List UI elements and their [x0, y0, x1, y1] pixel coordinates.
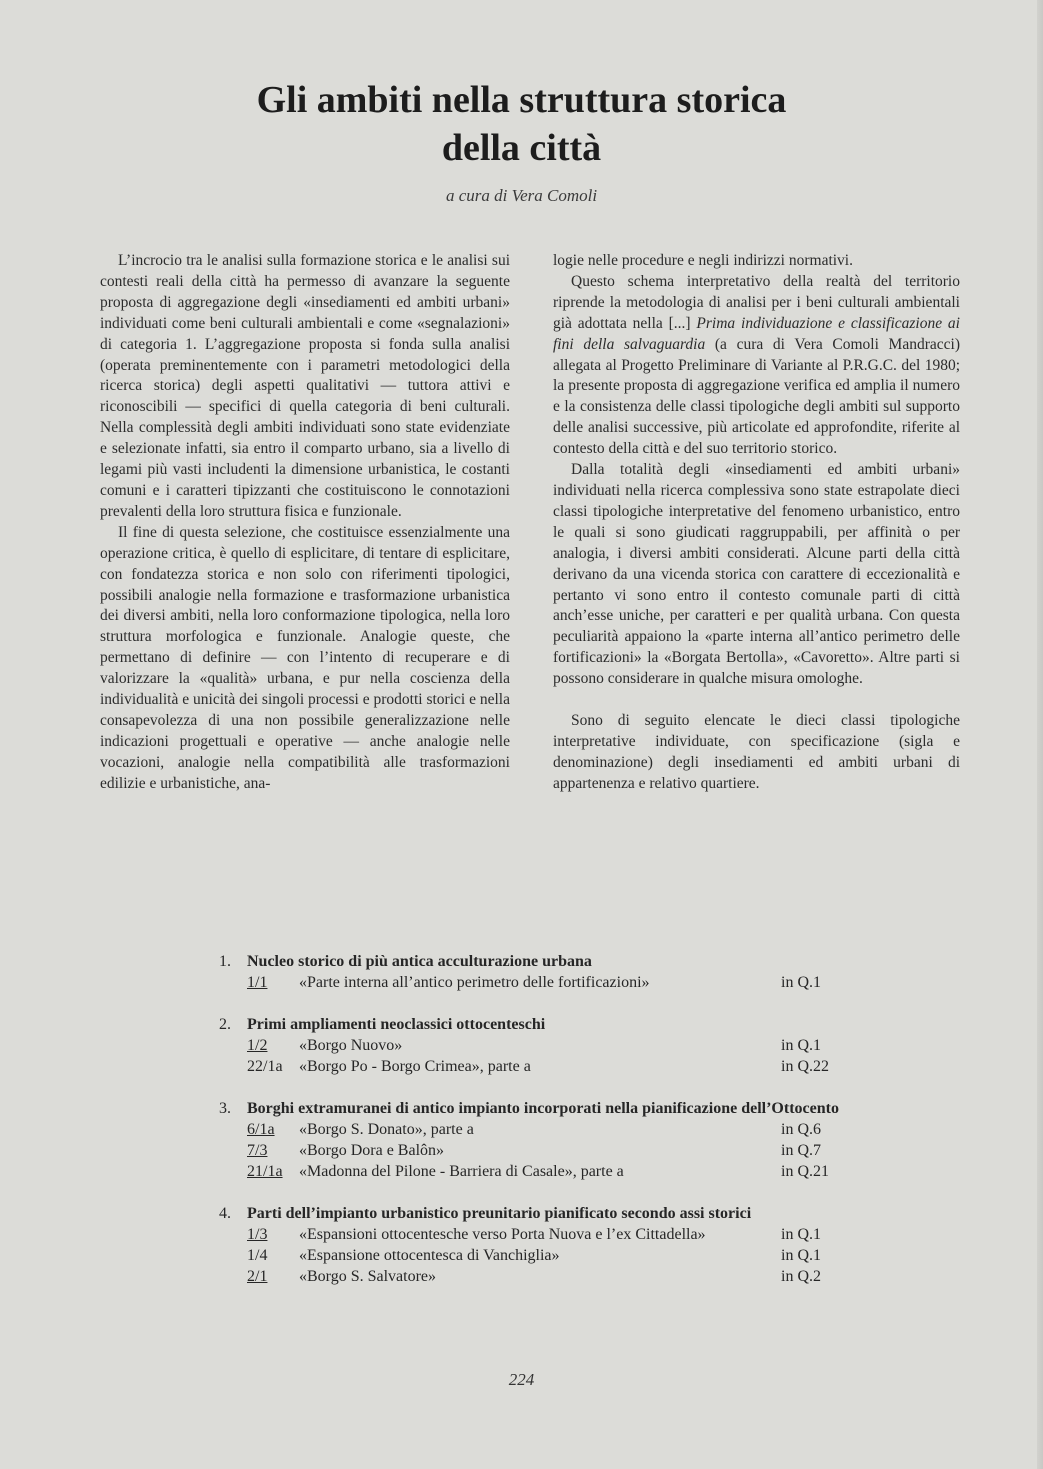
section-heading: [219, 1098, 859, 1119]
class-section: [219, 951, 859, 993]
left-column: [100, 251, 510, 795]
list-item: [219, 1266, 859, 1287]
paragraph: Dalla totalità degli «insediamenti ed ambiti urbani» individuati nella ricerca complessiva sono state estrapolate dieci classi tipologiche interpretative del fenomeno urbanistico, entro le quali si sono giudicati raggruppabili, per affinità o per analogia, i diversi ambiti considerati. Alcune parti della città derivano da una vicenda storica con carattere di eccezionalità e pertanto vi sono entro il contesto comunale parti di città anch’esse uniche, per caratteri e per qualità urbana. Con questa peculiarità appaiono la «parte interna all’antico perimetro delle fortificazioni» la «Borgata Bertolla», «Cavoretto». Altre parti si possono considerare in qualche misura omologhe.: [553, 461, 960, 688]
entry-code: 2/1: [247, 1268, 268, 1285]
section-heading: [219, 951, 859, 972]
section-heading: [219, 1203, 859, 1224]
class-section: [219, 1014, 859, 1077]
paragraph: L’incrocio tra le analisi sulla formazione storica e le analisi sui contesti reali della città ha permesso di avanzare la seguente proposta di aggregazione degli «insediamenti ed ambiti urbani» individuati come beni culturali ambientali e come «segnalazioni» di categoria 1. L’aggregazione proposta si fonda sulla analisi (operata preminentemente con i parametri metodologici della ricerca storica) degli aspetti qualitativi — tuttora attivi e riconoscibili — specifici di quella categoria di beni culturali. Nella complessità degli ambiti individuati sono state evidenziate e selezionate infatti, sia entro il comparto urbano, sia a livello di legami più vasti includenti la dimensione urbanistica, le costanti comuni e i caratteri tipizzanti che costituiscono le connotazioni prevalenti della loro struttura fisica e funzionale.: [100, 252, 510, 520]
right-column: [553, 251, 960, 795]
paragraph: Sono di seguito elencate le dieci classi tipologiche interpretative individuate, con specificazione (sigla e denominazione) degli insediamenti ed ambiti urbani di appartenenza e relativo quartiere.: [553, 712, 960, 792]
entry-name: «Parte interna all’antico perimetro delle fortificazioni»: [299, 974, 650, 991]
list-item: [219, 1056, 859, 1077]
paragraph: Il fine di questa selezione, che costituisce essenzialmente una operazione critica, è quello di esplicitare, di tentare di esplicitare, con fondatezza storica e non solo con riferimenti tipologici, possibili analogie nella formazione e trasformazione urbanistica dei diversi ambiti, nella loro conformazione tipologica, nella loro struttura morfologica e funzionale. Analogie queste, che permettano di definire — con l’intento di recuperare e di valorizzare la «qualità» urbana, e pur nella coscienza della individualità e unicità dei singoli processi e prodotti storici e nella consapevolezza di una non possibile generalizzazione nelle indicazioni progettuali e operative — anche analogie nelle vocazioni, analogie nella compatibilità alle trasformazioni edilizie e urbanistiche, ana-: [100, 523, 510, 792]
entry-name: «Borgo Dora e Balôn»: [299, 1142, 445, 1159]
entry-quartiere: in Q.2: [781, 1268, 821, 1285]
paragraph-text: (a cura di Vera Comoli Mandracci) allegata al Progetto Preliminare di Variante al P.R.G.C. del 1980; la presente proposta di aggregazione verifica ed amplia il numero e la consistenza delle classi tipologiche degli ambiti sul supporto delle analisi successive, più articolate ed approfondite, riferite al contesto della città e del suo territorio storico.: [553, 335, 960, 458]
entry-name: «Borgo Nuovo»: [299, 1037, 403, 1054]
entry-quartiere: in Q.1: [781, 974, 821, 991]
entry-quartiere: in Q.1: [781, 1247, 821, 1264]
list-item: [219, 972, 859, 993]
list-item: [219, 1224, 859, 1245]
section-title: Borghi extramuranei di antico impianto incorporati nella pianificazione dell’Ottocento: [247, 1100, 839, 1117]
section-title: Nucleo storico di più antica acculturazione urbana: [247, 953, 592, 970]
paragraph: logie nelle procedure e negli indirizzi normativi.: [553, 252, 853, 269]
class-section: [219, 1098, 859, 1182]
entry-code: 1/4: [247, 1247, 268, 1264]
section-number: 2.: [219, 1016, 231, 1033]
list-item: [219, 1161, 859, 1182]
section-heading: [219, 1014, 859, 1035]
classes-list: [219, 951, 859, 1308]
list-item: [219, 1119, 859, 1140]
list-item: [219, 1140, 859, 1161]
entry-quartiere: in Q.6: [781, 1121, 821, 1138]
entry-name: «Madonna del Pilone - Barriera di Casale», parte a: [299, 1163, 624, 1180]
entry-quartiere: in Q.21: [781, 1163, 829, 1180]
page-number: 224: [508, 1370, 535, 1389]
section-number: 1.: [219, 953, 231, 970]
class-section: [219, 1203, 859, 1287]
section-title: Primi ampliamenti neoclassici ottocenteschi: [247, 1016, 546, 1033]
entry-name: «Espansione ottocentesca di Vanchiglia»: [299, 1247, 560, 1264]
section-title: Parti dell’impianto urbanistico preunitario pianificato secondo assi storici: [247, 1205, 752, 1222]
entry-code: 1/3: [247, 1226, 268, 1243]
entry-quartiere: in Q.7: [781, 1142, 821, 1159]
byline: a cura di Vera Comoli: [445, 186, 598, 205]
entry-code: 6/1a: [247, 1121, 275, 1138]
paragraph: [553, 272, 960, 460]
section-number: 3.: [219, 1100, 231, 1117]
page-title: [0, 76, 1043, 172]
entry-code: 22/1a: [247, 1058, 283, 1075]
title-line-2: della città: [441, 127, 602, 169]
list-item: [219, 1245, 859, 1266]
title-line-1: Gli ambiti nella struttura storica: [256, 79, 787, 121]
section-number: 4.: [219, 1205, 231, 1222]
entry-name: «Borgo S. Donato», parte a: [299, 1121, 474, 1138]
page-edge: [1037, 0, 1043, 1469]
entry-name: «Borgo Po - Borgo Crimea», parte a: [299, 1058, 531, 1075]
entry-quartiere: in Q.1: [781, 1226, 821, 1243]
entry-code: 21/1a: [247, 1163, 283, 1180]
entry-code: 1/1: [247, 974, 268, 991]
entry-code: 1/2: [247, 1037, 268, 1054]
entry-code: 7/3: [247, 1142, 268, 1159]
entry-name: «Borgo S. Salvatore»: [299, 1268, 437, 1285]
entry-quartiere: in Q.22: [781, 1058, 829, 1075]
list-item: [219, 1035, 859, 1056]
cited-title: Prima individuazione e classificazione ai fini della salvaguardia: [553, 314, 960, 353]
paragraph-text: Questo schema interpretativo della realtà del territorio riprende la metodologia di analisi per i beni culturali ambientali già adottata nella [...]: [553, 272, 960, 332]
entry-name: «Espansioni ottocentesche verso Porta Nuova e l’ex Cittadella»: [299, 1226, 706, 1243]
entry-quartiere: in Q.1: [781, 1037, 821, 1054]
